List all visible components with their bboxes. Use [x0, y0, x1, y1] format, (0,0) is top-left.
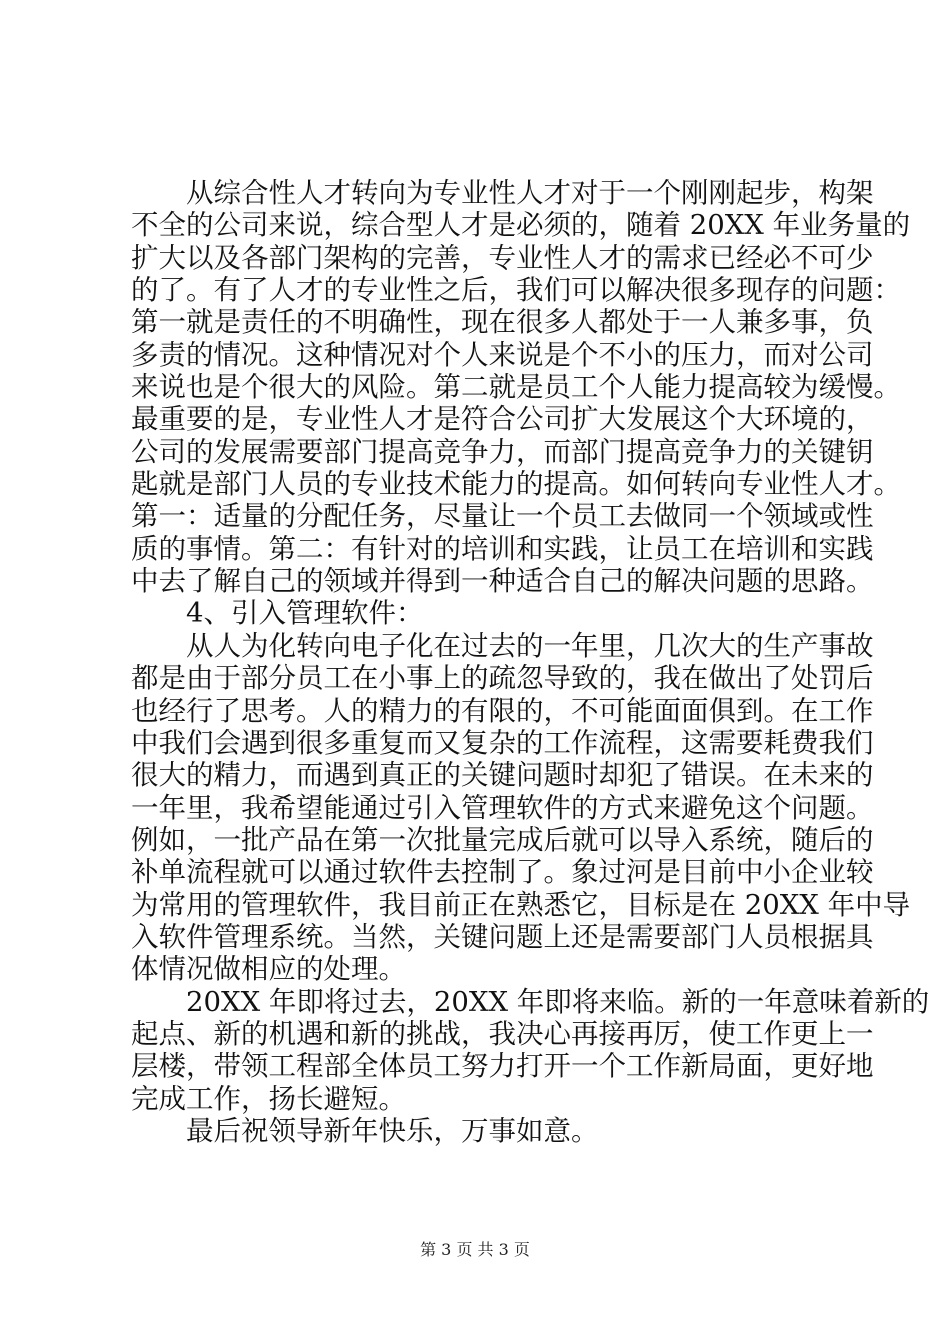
text-line: 一年里，我希望能通过引入管理软件的方式来避免这个问题。	[131, 791, 874, 824]
text-line: 从综合性人才转向为专业性人才对于一个刚刚起步，构架	[186, 177, 874, 209]
text-line: 扩大以及各部门架构的完善，专业性人才的需求已经必不可少	[131, 241, 874, 274]
page-number-footer: 第 3 页 共 3 页	[420, 1240, 530, 1259]
closing-line: 最后祝领导新年快乐，万事如意。	[186, 1114, 599, 1147]
text-line: 体情况做相应的处理。	[131, 953, 406, 986]
text-line: 从人为化转向电子化在过去的一年里，几次大的生产事故	[186, 629, 874, 662]
text-line: 的了。有了人才的专业性之后，我们可以解决很多现存的问题：	[131, 274, 901, 307]
text-line: 第一：适量的分配任务，尽量让一个员工去做同一个领域或性	[131, 500, 874, 533]
text-line: 公司的发展需要部门提高竞争力，而部门提高竞争力的关键钥	[131, 435, 874, 468]
text-line: 都是由于部分员工在小事上的疏忽导致的，我在做出了处罚后	[131, 662, 874, 695]
document-body	[131, 177, 930, 1147]
text-line: 补单流程就可以通过软件去控制了。象过河是目前中小企业较	[131, 856, 874, 889]
text-line: 质的事情。第二：有针对的培训和实践，让员工在培训和实践	[131, 532, 874, 565]
text-line: 层楼，带领工程部全体员工努力打开一个工作新局面，更好地	[131, 1050, 874, 1083]
text-line: 最重要的是，专业性人才是符合公司扩大发展这个大环境的，	[131, 403, 874, 436]
text-line: 匙就是部门人员的专业技术能力的提高。如何转向专业性人才。	[131, 468, 901, 501]
text-line: 很大的精力，而遇到真正的关键问题时却犯了错误。在未来的	[131, 759, 874, 792]
text-line: 例如，一批产品在第一次批量完成后就可以导入系统，随后的	[131, 823, 874, 856]
text-line: 第一就是责任的不明确性，现在很多人都处于一人兼多事，负	[131, 306, 874, 339]
text-line: 来说也是个很大的风险。第二就是员工个人能力提高较为缓慢。	[131, 371, 901, 404]
text-line: 中我们会遇到很多重复而又复杂的工作流程，这需要耗费我们	[131, 726, 874, 759]
text-line: 不全的公司来说，综合型人才是必须的，随着 20XX 年业务量的	[131, 209, 911, 242]
text-line: 20XX 年即将过去，20XX 年即将来临。新的一年意味着新的	[186, 985, 930, 1018]
text-line: 为常用的管理软件，我目前正在熟悉它，目标是在 20XX 年中导	[131, 888, 911, 921]
text-line: 多责的情况。这种情况对个人来说是个不小的压力，而对公司	[131, 338, 874, 371]
text-line: 也经行了思考。人的精力的有限的，不可能面面俱到。在工作	[131, 694, 874, 727]
text-line: 中去了解自己的领域并得到一种适合自己的解决问题的思路。	[131, 565, 874, 598]
text-line: 入软件管理系统。当然，关键问题上还是需要部门人员根据具	[131, 920, 874, 953]
section-heading: 4、引入管理软件：	[186, 597, 424, 630]
text-line: 起点、新的机遇和新的挑战，我决心再接再厉，使工作更上一	[131, 1017, 874, 1050]
text-line: 完成工作，扬长避短。	[131, 1082, 406, 1115]
